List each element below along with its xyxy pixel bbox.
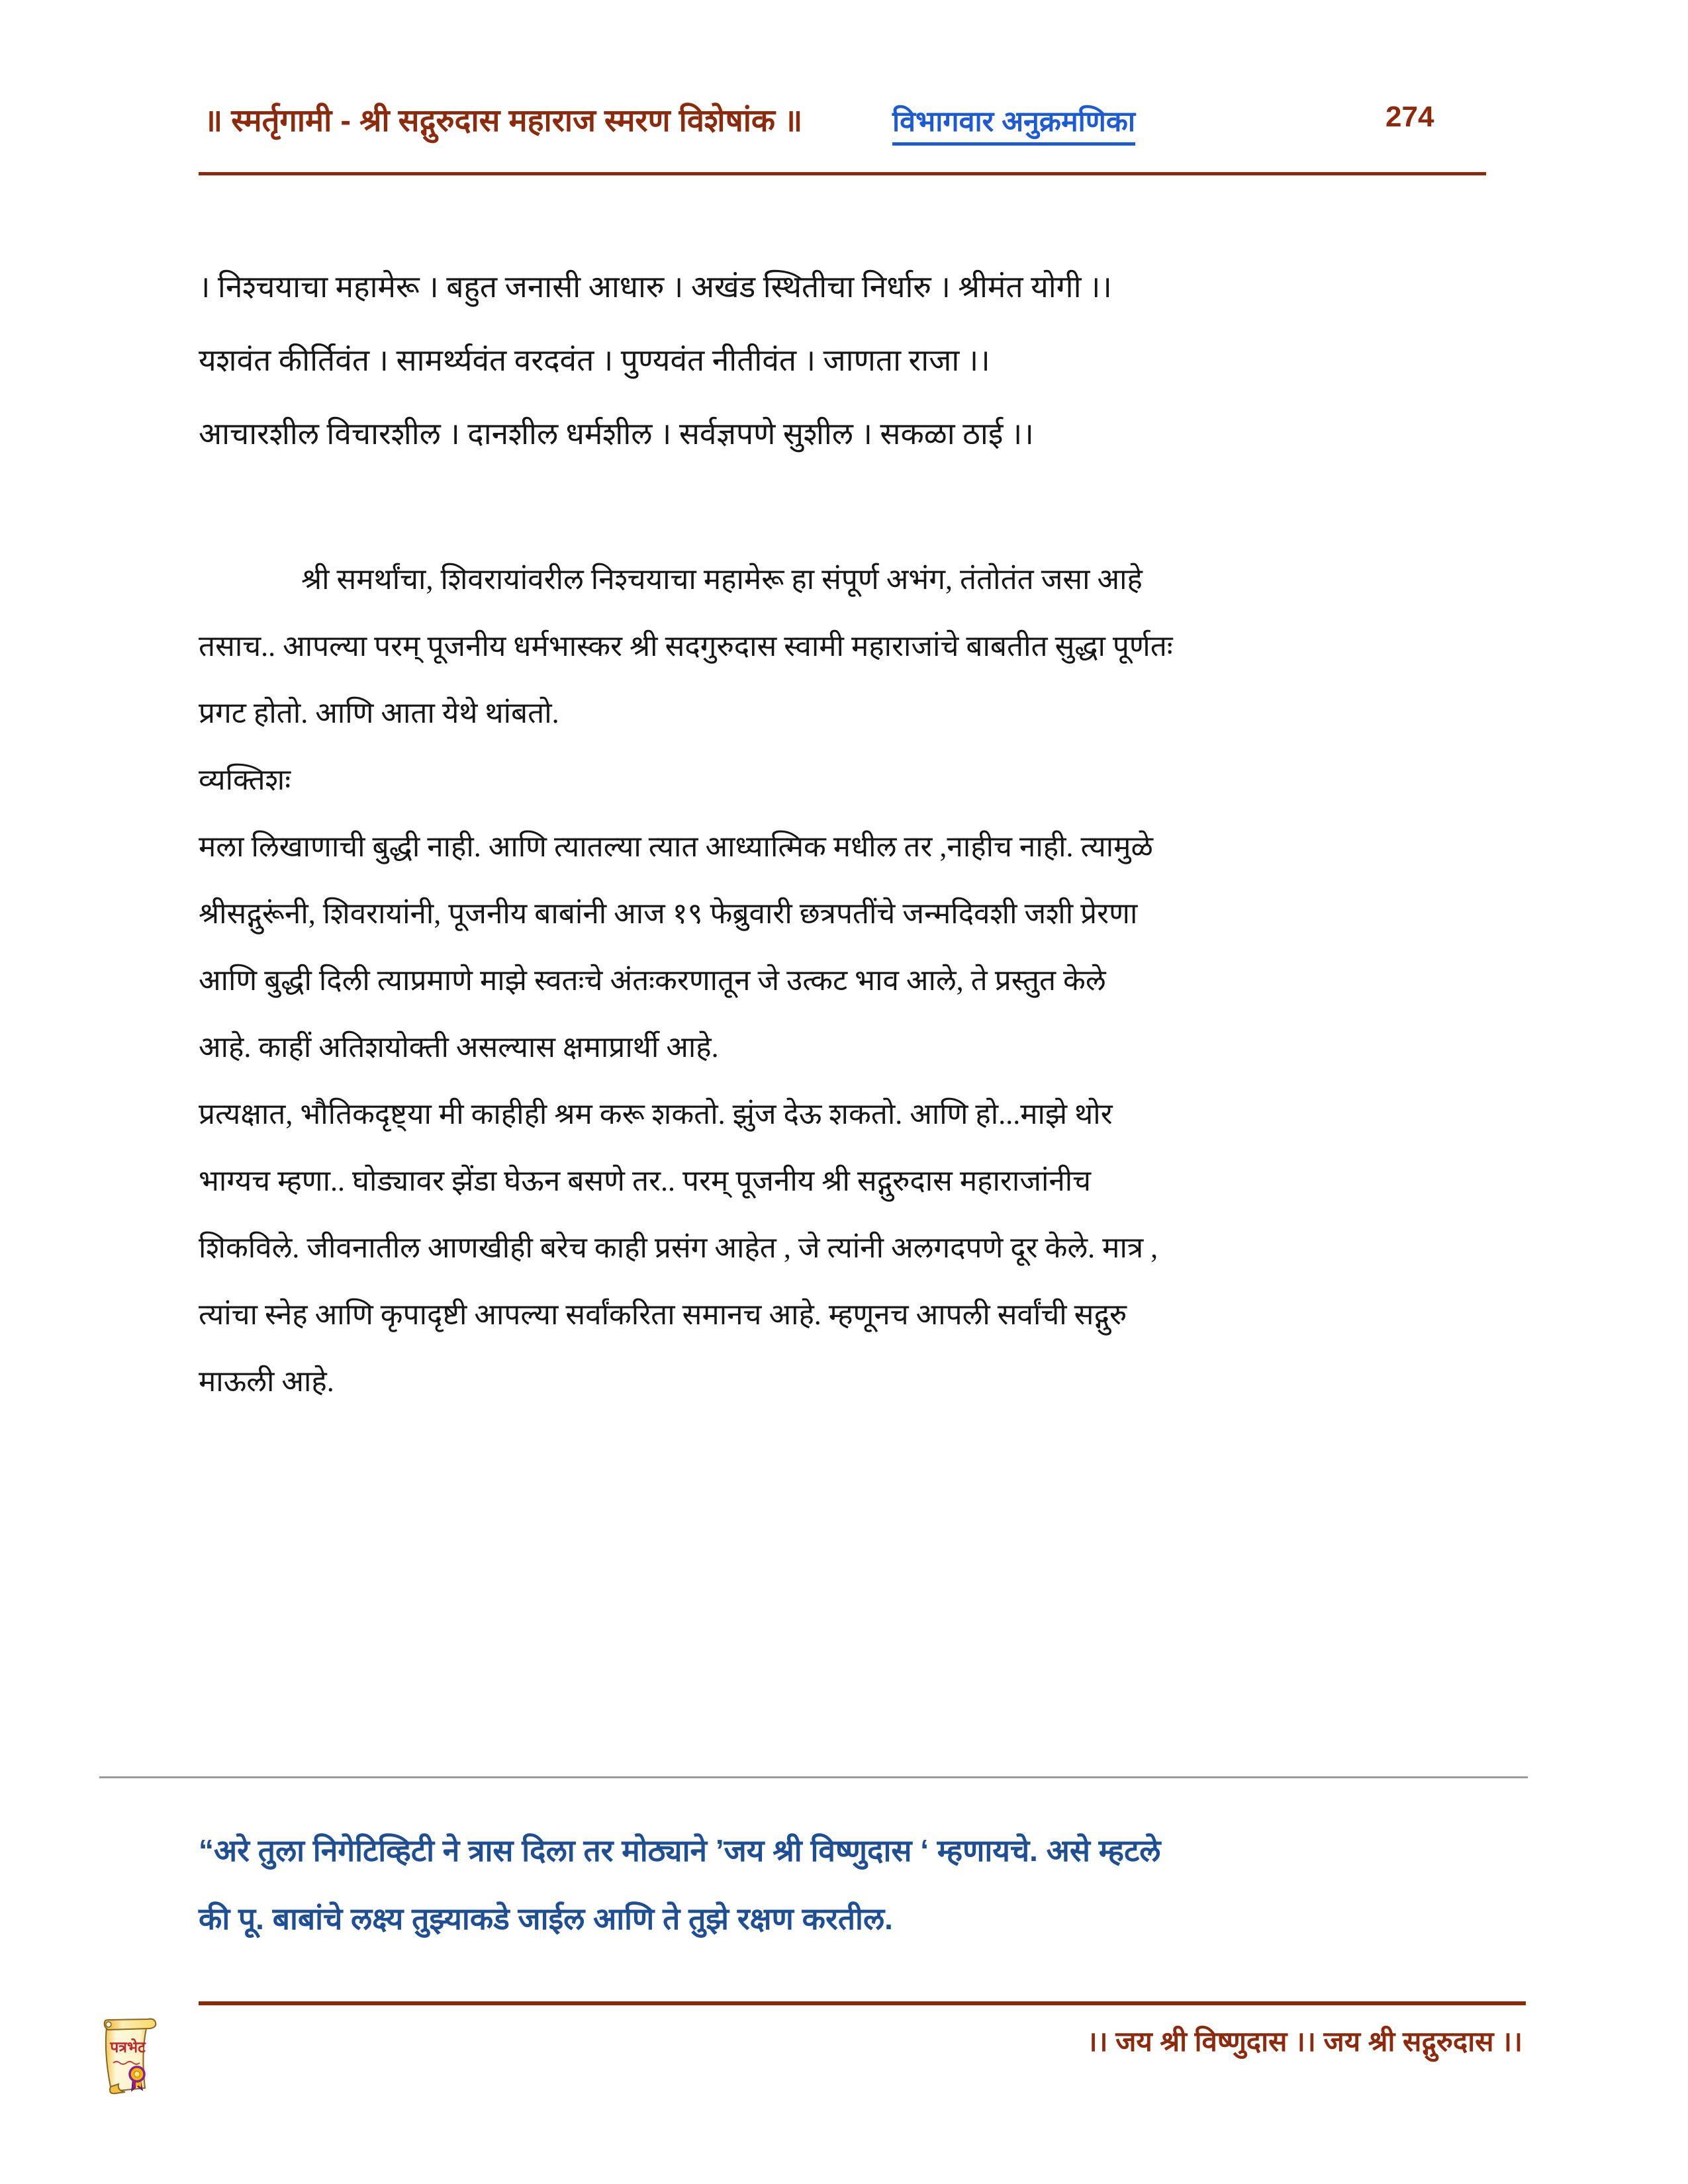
quote-block xyxy=(199,1817,1496,1953)
body-line: व्यक्तिशः xyxy=(199,764,291,796)
body-line: तसाच.. आपल्या परम् पूजनीय धर्मभास्कर श्री सदगुरुदास स्वामी महाराजांचे बाबतीत सुद्धा पूर्णतः xyxy=(199,630,1173,662)
body-text-block xyxy=(199,546,1496,1415)
body-line: श्रीसद्गुरूंनी, शिवरायांनी, पूजनीय बाबांनी आज १९ फेब्रुवारी छत्रपतींचे जन्मदिवशी जशी प्रेरणा xyxy=(199,897,1138,930)
footer-rule xyxy=(199,2001,1526,2005)
body-line: श्री समर्थांचा, शिवरायांवरील निश्चयाचा महामेरू हा संपूर्ण अभंग, तंतोतंत जसा आहे xyxy=(301,563,1143,596)
verse-line: । निश्चयाचा महामेरू । बहुत जनासी आधारु । अखंड स्थितीचा निर्धारु । श्रीमंत योगी ।। xyxy=(199,270,1112,304)
body-line: आणि बुद्धी दिली त्याप्रमाणे माझे स्वतःचे अंतःकरणातून जे उत्कट भाव आले, ते प्रस्तुत केले xyxy=(199,964,1106,997)
verse-line: आचारशील विचारशील । दानशील धर्मशील । सर्वज्ञपणे सुशील । सकळा ठाई ।। xyxy=(199,417,1034,451)
patrabhet-logo xyxy=(96,2014,165,2104)
header-rule xyxy=(199,172,1486,175)
quote-line: “अरे तुला निगेटिव्हिटी ने त्रास दिला तर मोठ्याने ’जय श्री विष्णुदास ‘ म्हणायचे. असे म्हटले xyxy=(199,1833,1161,1868)
page-title: ॥ स्मर्तृगामी - श्री सद्गुरुदास महाराज स्मरण विशेषांक ॥ xyxy=(204,103,803,138)
section-index-link[interactable]: विभागवार अनुक्रमणिका xyxy=(892,101,1135,146)
quote-line: की पू. बाबांचे लक्ष्य तुझ्याकडे जाईल आणि ते तुझे रक्षण करतील. xyxy=(199,1901,893,1936)
quote-divider-rule xyxy=(99,1776,1528,1778)
body-line: शिकविले. जीवनातील आणखीही बरेच काही प्रसंग आहेत , जे त्यांनी अलगदपणे दूर केले. मात्र , xyxy=(199,1232,1158,1264)
body-line: भाग्यच म्हणा.. घोड्यावर झेंडा घेऊन बसणे तर.. परम् पूजनीय श्री सद्गुरुदास महाराजांनीच xyxy=(199,1165,1092,1197)
verse-block xyxy=(199,250,1496,471)
body-line: प्रगट होतो. आणि आता येथे थांबतो. xyxy=(199,697,559,729)
body-line: माऊली आहे. xyxy=(199,1365,334,1398)
body-line: मला लिखाणाची बुद्धी नाही. आणि त्यातल्या त्यात आध्यात्मिक मधील तर ,नाहीच नाही. त्यामुळे xyxy=(199,831,1153,863)
verse-line: यशवंत कीर्तिवंत । सामर्थ्यवंत वरदवंत । पुण्यवंत नीतीवंत । जाणता राजा ।। xyxy=(199,343,990,377)
page-number: 274 xyxy=(1385,101,1434,133)
body-line: प्रत्यक्षात, भौतिकदृष्ट्या मी काहीही श्रम करू शकतो. झुंज देऊ शकतो. आणि हो...माझे थोर xyxy=(199,1098,1113,1130)
body-line: आहे. काहीं अतिशयोक्ती असल्यास क्षमाप्रार्थी आहे. xyxy=(199,1031,719,1064)
footer-blessing: ।। जय श्री विष्णुदास ।। जय श्री सद्गुरुदास ।। xyxy=(1086,2026,1523,2057)
body-line: त्यांचा स्नेह आणि कृपादृष्टी आपल्या सर्वांकरिता समानच आहे. म्हणूनच आपली सर्वांची सद्गुरु xyxy=(199,1298,1127,1331)
scroll-icon xyxy=(96,2014,165,2104)
logo-name: पत्रभेट xyxy=(110,2038,146,2056)
